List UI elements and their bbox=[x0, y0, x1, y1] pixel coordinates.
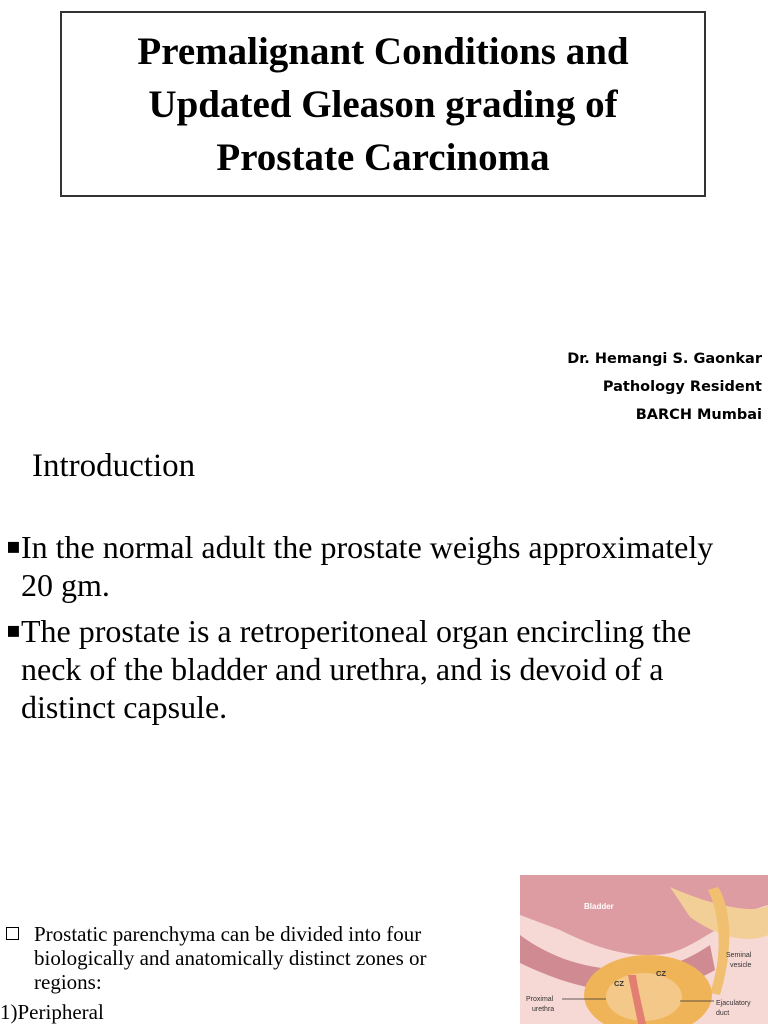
zones-item bbox=[6, 922, 466, 994]
proximal-label-2: urethra bbox=[532, 1006, 555, 1013]
author-institution: BARCH Mumbai bbox=[635, 407, 762, 423]
section-heading: Introduction bbox=[32, 448, 196, 484]
intro-bullet-list bbox=[6, 528, 746, 734]
square-bullet-icon: ▪ bbox=[6, 534, 21, 559]
prostate-anatomy-figure bbox=[520, 875, 768, 1024]
zones-text: Prostatic parenchyma can be divided into four biologically and anatomically distinct zones or regions: bbox=[34, 922, 427, 994]
proximal-label-1: Proximal bbox=[526, 996, 554, 1003]
bladder-label: Bladder bbox=[584, 902, 614, 911]
title-line-3: Prostate Carcinoma bbox=[216, 135, 550, 179]
seminal-label-2: vesicle bbox=[730, 962, 752, 969]
bullet-text: In the normal adult the prostate weighs approximately 20 gm. bbox=[21, 529, 714, 603]
square-bullet-icon: ▪ bbox=[6, 618, 21, 643]
zones-paragraph bbox=[6, 922, 466, 994]
title-line-2: Updated Gleason grading of bbox=[148, 82, 618, 126]
zone-item-peripheral: 1)Peripheral bbox=[0, 1000, 104, 1024]
slide-title bbox=[83, 25, 683, 184]
ejaculatory-label-1: Ejaculatory bbox=[716, 1000, 751, 1007]
author-role: Pathology Resident bbox=[602, 379, 762, 395]
checkbox-bullet-icon bbox=[6, 927, 19, 940]
cz-label-1: CZ bbox=[614, 979, 624, 988]
author-name: Dr. Hemangi S. Gaonkar bbox=[567, 351, 762, 367]
bullet-text: The prostate is a retroperitoneal organ encircling the neck of the bladder and urethra, and is devoid of a distinct capsule. bbox=[21, 613, 692, 725]
bullet-item bbox=[6, 528, 746, 604]
bullet-item bbox=[6, 612, 746, 726]
title-line-1: Premalignant Conditions and bbox=[137, 29, 629, 73]
ejaculatory-label-2: duct bbox=[716, 1010, 730, 1017]
cz-label-2: CZ bbox=[656, 969, 666, 978]
seminal-label-1: Seminal bbox=[726, 952, 752, 959]
zones-list bbox=[0, 1000, 460, 1024]
author-block bbox=[567, 345, 762, 429]
title-box bbox=[60, 11, 706, 197]
